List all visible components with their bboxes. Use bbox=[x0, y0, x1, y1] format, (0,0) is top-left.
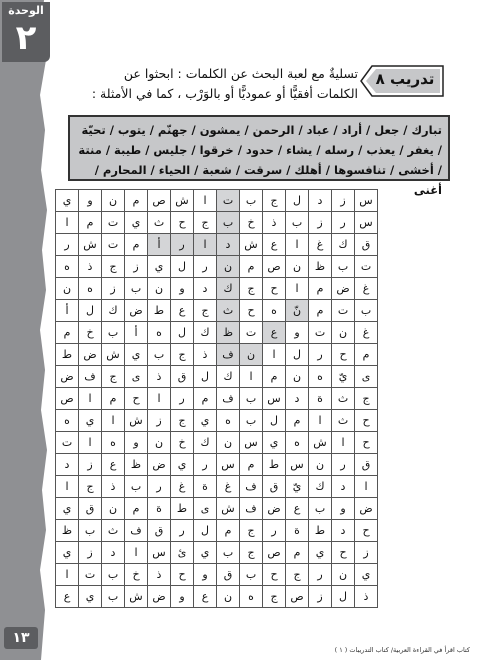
grid-cell[interactable]: نّ bbox=[286, 300, 309, 322]
grid-cell[interactable]: م bbox=[309, 278, 332, 300]
grid-cell[interactable]: ر bbox=[309, 344, 332, 366]
grid-cell[interactable]: ق bbox=[263, 476, 286, 498]
grid-cell[interactable]: د bbox=[309, 190, 332, 212]
grid-row bbox=[56, 476, 378, 498]
grid-cell[interactable]: ث bbox=[102, 520, 125, 542]
grid-cell[interactable]: ج bbox=[171, 410, 194, 432]
grid-row bbox=[56, 190, 378, 212]
grid-cell[interactable]: ت bbox=[240, 322, 263, 344]
grid-cell[interactable]: ج bbox=[240, 278, 263, 300]
grid-cell[interactable]: ر bbox=[148, 476, 171, 498]
grid-cell[interactable]: ح bbox=[332, 542, 355, 564]
grid-cell[interactable]: ط bbox=[148, 300, 171, 322]
grid-cell[interactable]: ا bbox=[56, 212, 79, 234]
grid-row bbox=[56, 520, 378, 542]
grid-cell[interactable]: م bbox=[286, 410, 309, 432]
grid-cell[interactable]: م bbox=[56, 322, 79, 344]
page-number: ١٣ bbox=[12, 630, 30, 646]
grid-cell[interactable]: ا bbox=[309, 410, 332, 432]
grid-cell[interactable]: ز bbox=[79, 542, 102, 564]
grid-cell[interactable]: ج bbox=[240, 520, 263, 542]
grid-cell[interactable]: ز bbox=[309, 586, 332, 608]
grid-cell[interactable]: ش bbox=[309, 432, 332, 454]
grid-cell[interactable]: م bbox=[355, 344, 378, 366]
grid-cell[interactable]: ن bbox=[217, 586, 240, 608]
grid-cell[interactable]: ج bbox=[102, 256, 125, 278]
grid-row bbox=[56, 410, 378, 432]
grid-cell[interactable]: يّ bbox=[332, 366, 355, 388]
grid-cell[interactable]: م bbox=[194, 388, 217, 410]
grid-cell[interactable]: د bbox=[332, 520, 355, 542]
grid-cell[interactable]: م bbox=[309, 300, 332, 322]
grid-cell[interactable]: ق bbox=[79, 498, 102, 520]
grid-cell[interactable]: ث bbox=[217, 300, 240, 322]
grid-cell[interactable]: ا bbox=[286, 278, 309, 300]
grid-cell[interactable]: ب bbox=[102, 322, 125, 344]
grid-cell[interactable]: ط bbox=[171, 498, 194, 520]
grid-cell[interactable]: ن bbox=[240, 344, 263, 366]
grid-cell[interactable]: ر bbox=[194, 256, 217, 278]
grid-cell[interactable]: د bbox=[194, 278, 217, 300]
grid-cell[interactable]: ا bbox=[263, 344, 286, 366]
torn-edge bbox=[38, 0, 50, 660]
grid-cell[interactable]: ي bbox=[79, 410, 102, 432]
grid-cell[interactable]: ي bbox=[194, 542, 217, 564]
grid-cell[interactable]: ه bbox=[148, 322, 171, 344]
grid-cell[interactable]: م bbox=[240, 256, 263, 278]
grid-cell[interactable]: ض bbox=[79, 344, 102, 366]
grid-cell[interactable]: خ bbox=[79, 322, 102, 344]
grid-cell[interactable]: ق bbox=[171, 366, 194, 388]
grid-cell[interactable]: ب bbox=[79, 520, 102, 542]
grid-cell[interactable]: ز bbox=[125, 256, 148, 278]
grid-cell[interactable]: ا bbox=[194, 190, 217, 212]
grid-cell[interactable]: ز bbox=[79, 454, 102, 476]
grid-cell[interactable]: ظ bbox=[56, 520, 79, 542]
grid-cell[interactable]: ت bbox=[355, 256, 378, 278]
grid-cell[interactable]: ب bbox=[355, 300, 378, 322]
grid-cell[interactable]: غ bbox=[171, 476, 194, 498]
grid-cell[interactable]: ذ bbox=[148, 564, 171, 586]
grid-cell[interactable]: ب bbox=[125, 278, 148, 300]
grid-cell[interactable]: ج bbox=[286, 564, 309, 586]
grid-cell[interactable]: ض bbox=[263, 498, 286, 520]
grid-cell[interactable]: ح bbox=[355, 432, 378, 454]
grid-cell[interactable]: ن bbox=[309, 454, 332, 476]
grid-cell[interactable]: ح bbox=[355, 410, 378, 432]
grid-cell[interactable]: ج bbox=[263, 190, 286, 212]
grid-cell[interactable]: يّ bbox=[286, 476, 309, 498]
grid-cell[interactable]: و bbox=[286, 322, 309, 344]
grid-cell[interactable]: و bbox=[125, 432, 148, 454]
grid-cell[interactable]: ش bbox=[125, 586, 148, 608]
grid-cell[interactable]: ت bbox=[102, 234, 125, 256]
grid-cell[interactable]: ر bbox=[309, 564, 332, 586]
grid-cell[interactable]: ل bbox=[79, 300, 102, 322]
grid-cell[interactable]: ر bbox=[263, 520, 286, 542]
grid-cell[interactable]: ي bbox=[125, 344, 148, 366]
grid-cell[interactable]: ز bbox=[102, 278, 125, 300]
grid-cell[interactable]: ب bbox=[332, 256, 355, 278]
grid-cell[interactable]: ط bbox=[56, 344, 79, 366]
grid-cell[interactable]: ل bbox=[194, 366, 217, 388]
grid-cell[interactable]: ب bbox=[148, 344, 171, 366]
grid-cell[interactable]: ص bbox=[148, 190, 171, 212]
grid-cell[interactable]: ج bbox=[171, 344, 194, 366]
grid-cell[interactable]: ح bbox=[263, 278, 286, 300]
grid-cell[interactable]: ف bbox=[79, 366, 102, 388]
grid-cell[interactable]: ك bbox=[217, 366, 240, 388]
grid-cell[interactable]: و bbox=[194, 564, 217, 586]
grid-row bbox=[56, 586, 378, 608]
grid-cell[interactable]: ذ bbox=[194, 344, 217, 366]
grid-cell[interactable]: ض bbox=[148, 586, 171, 608]
grid-cell[interactable]: ب bbox=[102, 586, 125, 608]
grid-cell[interactable]: ه bbox=[263, 300, 286, 322]
grid-cell[interactable]: ج bbox=[355, 388, 378, 410]
grid-cell[interactable]: ع bbox=[194, 586, 217, 608]
grid-cell[interactable]: غ bbox=[355, 322, 378, 344]
grid-cell[interactable]: ي bbox=[79, 586, 102, 608]
instructions: تسليةٌ مع لعبة البحث عن الكلمات : ابحثوا عن الكلمات أفقيًّا أو عموديًّا أو بالوَرْب ، كما في الأمثلة : bbox=[91, 66, 358, 101]
grid-cell[interactable]: ض bbox=[355, 498, 378, 520]
grid-cell[interactable]: س bbox=[148, 542, 171, 564]
grid-cell[interactable]: د bbox=[217, 234, 240, 256]
grid-cell[interactable]: ى bbox=[194, 498, 217, 520]
grid-cell[interactable]: ث bbox=[148, 212, 171, 234]
grid-cell[interactable]: غ bbox=[217, 476, 240, 498]
grid-cell[interactable]: ك bbox=[332, 234, 355, 256]
grid-cell[interactable]: ظ bbox=[217, 322, 240, 344]
grid-cell[interactable]: ي bbox=[263, 432, 286, 454]
grid-cell[interactable]: ذ bbox=[79, 256, 102, 278]
grid-cell[interactable]: م bbox=[217, 520, 240, 542]
grid-cell[interactable]: ن bbox=[217, 432, 240, 454]
exercise-label: تدريب ٨ bbox=[375, 70, 435, 88]
grid-cell[interactable]: ا bbox=[355, 476, 378, 498]
grid-cell[interactable]: ا bbox=[194, 234, 217, 256]
grid-cell[interactable]: و bbox=[332, 498, 355, 520]
grid-cell[interactable]: ث bbox=[332, 388, 355, 410]
grid-cell[interactable]: أ bbox=[56, 300, 79, 322]
grid-cell[interactable]: خ bbox=[125, 564, 148, 586]
grid-cell[interactable]: ئ bbox=[171, 542, 194, 564]
grid-cell[interactable]: غ bbox=[309, 234, 332, 256]
grid-cell[interactable]: ة bbox=[309, 388, 332, 410]
grid-cell[interactable]: ن bbox=[332, 564, 355, 586]
grid-cell[interactable]: ي bbox=[56, 498, 79, 520]
unit-label: الوحدة bbox=[8, 4, 44, 17]
grid-cell[interactable]: ي bbox=[56, 542, 79, 564]
grid-cell[interactable]: م bbox=[125, 190, 148, 212]
grid-cell[interactable]: ص bbox=[286, 586, 309, 608]
grid-cell[interactable]: ز bbox=[309, 212, 332, 234]
grid-cell[interactable]: س bbox=[355, 212, 378, 234]
grid-cell[interactable]: ه bbox=[56, 256, 79, 278]
grid-cell[interactable]: ا bbox=[148, 388, 171, 410]
grid-cell[interactable]: ض bbox=[332, 278, 355, 300]
grid-cell[interactable]: خ bbox=[171, 432, 194, 454]
grid-cell[interactable]: ش bbox=[240, 234, 263, 256]
grid-cell[interactable]: ح bbox=[355, 520, 378, 542]
grid-cell[interactable]: ح bbox=[171, 564, 194, 586]
grid-cell[interactable]: ه bbox=[102, 432, 125, 454]
grid-cell[interactable]: ق bbox=[355, 234, 378, 256]
grid-cell[interactable]: ة bbox=[194, 476, 217, 498]
grid-cell[interactable]: أ bbox=[148, 234, 171, 256]
grid-cell[interactable]: ي bbox=[171, 454, 194, 476]
grid-cell[interactable]: ه bbox=[286, 432, 309, 454]
grid-cell[interactable]: أ bbox=[125, 322, 148, 344]
grid-cell[interactable]: ه bbox=[79, 278, 102, 300]
grid-cell[interactable]: ل bbox=[194, 520, 217, 542]
sidebar-band bbox=[0, 0, 40, 660]
grid-cell[interactable]: ب bbox=[240, 564, 263, 586]
grid-cell[interactable]: ث bbox=[332, 410, 355, 432]
grid-cell[interactable]: ز bbox=[332, 190, 355, 212]
grid-cell[interactable]: ط bbox=[263, 454, 286, 476]
grid-cell[interactable]: ن bbox=[286, 366, 309, 388]
grid-cell[interactable]: ع bbox=[171, 300, 194, 322]
grid-row bbox=[56, 388, 378, 410]
grid-cell[interactable]: ف bbox=[125, 520, 148, 542]
grid-cell[interactable]: ر bbox=[332, 212, 355, 234]
grid-cell[interactable]: ل bbox=[286, 190, 309, 212]
grid-cell[interactable]: ج bbox=[102, 366, 125, 388]
grid-cell[interactable]: ع bbox=[286, 498, 309, 520]
grid-cell[interactable]: ي bbox=[148, 256, 171, 278]
grid-cell[interactable]: ذ bbox=[102, 476, 125, 498]
grid-cell[interactable]: س bbox=[263, 388, 286, 410]
grid-cell[interactable]: ش bbox=[171, 190, 194, 212]
word-list: تبارك / جعل / أراد / عباد / الرحمن / يمشون / جهنّم / يتوب / تحيّة / يغفر / يعذب / رسله / يشاء / حدود / خرقوا / جليس / طيبة / منتة / أخشى / تنافسوها / أهلك / سرقت / شعبة / الحياء / المحارم / أغنى bbox=[68, 115, 450, 181]
grid-cell[interactable]: ض bbox=[148, 454, 171, 476]
grid-cell[interactable]: ب bbox=[309, 498, 332, 520]
grid-cell[interactable]: ح bbox=[240, 300, 263, 322]
grid-cell[interactable]: ت bbox=[56, 432, 79, 454]
grid-cell[interactable]: و bbox=[171, 586, 194, 608]
grid-row bbox=[56, 366, 378, 388]
grid-cell[interactable]: ف bbox=[240, 476, 263, 498]
grid-cell[interactable]: ن bbox=[102, 498, 125, 520]
grid-row bbox=[56, 278, 378, 300]
grid-row bbox=[56, 564, 378, 586]
grid-cell[interactable]: ا bbox=[56, 476, 79, 498]
grid-row bbox=[56, 256, 378, 278]
unit-number: ٢ bbox=[15, 18, 37, 58]
grid-cell[interactable]: ج bbox=[194, 212, 217, 234]
grid-cell[interactable]: ك bbox=[102, 300, 125, 322]
grid-cell[interactable]: ز bbox=[355, 542, 378, 564]
grid-cell[interactable]: ت bbox=[332, 300, 355, 322]
grid-cell[interactable]: ك bbox=[217, 278, 240, 300]
grid-cell[interactable]: ب bbox=[240, 388, 263, 410]
grid-row bbox=[56, 300, 378, 322]
grid-cell[interactable]: ا bbox=[240, 366, 263, 388]
grid-cell[interactable]: ن bbox=[148, 432, 171, 454]
grid-cell[interactable]: ا bbox=[286, 234, 309, 256]
grid-row bbox=[56, 498, 378, 520]
grid-cell[interactable]: م bbox=[263, 366, 286, 388]
grid-cell[interactable]: ن bbox=[148, 278, 171, 300]
grid-cell[interactable]: و bbox=[171, 278, 194, 300]
grid-cell[interactable]: ج bbox=[263, 586, 286, 608]
grid-cell[interactable]: ذ bbox=[263, 212, 286, 234]
grid-cell[interactable]: د bbox=[286, 388, 309, 410]
grid-cell[interactable]: ح bbox=[263, 564, 286, 586]
grid-cell[interactable]: ي bbox=[355, 564, 378, 586]
grid-cell[interactable]: ي bbox=[194, 410, 217, 432]
grid-cell[interactable]: ز bbox=[148, 410, 171, 432]
grid-cell[interactable]: ح bbox=[125, 388, 148, 410]
grid-cell[interactable]: ف bbox=[217, 344, 240, 366]
grid-cell[interactable]: غ bbox=[355, 278, 378, 300]
grid-cell[interactable]: ت bbox=[102, 212, 125, 234]
grid-cell[interactable]: ق bbox=[217, 564, 240, 586]
word-search-grid bbox=[55, 189, 378, 608]
grid-cell[interactable]: ق bbox=[355, 454, 378, 476]
grid-cell[interactable]: ة bbox=[148, 498, 171, 520]
footer-text: كتاب اقرأ في القراءة العربية/ كتاب التدريبات ( ١ ) bbox=[334, 646, 470, 654]
grid-cell[interactable]: ل bbox=[171, 256, 194, 278]
grid-cell[interactable]: ح bbox=[332, 344, 355, 366]
grid-cell[interactable]: ع bbox=[263, 234, 286, 256]
grid-cell[interactable]: د bbox=[102, 542, 125, 564]
grid-cell[interactable]: ج bbox=[79, 476, 102, 498]
grid-cell[interactable]: ع bbox=[263, 322, 286, 344]
grid-cell[interactable]: ن bbox=[286, 256, 309, 278]
grid-cell[interactable]: ل bbox=[332, 586, 355, 608]
grid-cell[interactable]: ك bbox=[194, 432, 217, 454]
grid-cell[interactable]: م bbox=[286, 542, 309, 564]
grid-cell[interactable]: ظ bbox=[125, 454, 148, 476]
grid-cell[interactable]: ح bbox=[171, 212, 194, 234]
grid-cell[interactable]: ن bbox=[332, 322, 355, 344]
grid-cell[interactable]: ي bbox=[56, 190, 79, 212]
grid-cell[interactable]: ق bbox=[148, 520, 171, 542]
grid-cell[interactable]: م bbox=[240, 454, 263, 476]
grid-cell[interactable]: ب bbox=[102, 564, 125, 586]
grid-cell[interactable]: د bbox=[332, 476, 355, 498]
grid-cell[interactable]: س bbox=[217, 454, 240, 476]
grid-cell[interactable]: ر bbox=[56, 234, 79, 256]
grid-cell[interactable]: ب bbox=[125, 476, 148, 498]
grid-cell[interactable]: ل bbox=[263, 410, 286, 432]
grid-cell[interactable]: ب bbox=[217, 542, 240, 564]
grid-cell[interactable]: ش bbox=[217, 498, 240, 520]
grid-cell[interactable]: و bbox=[79, 190, 102, 212]
grid-cell[interactable]: م bbox=[102, 388, 125, 410]
grid-row bbox=[56, 454, 378, 476]
grid-cell[interactable]: ض bbox=[125, 300, 148, 322]
grid-cell[interactable]: ي bbox=[125, 212, 148, 234]
grid-cell[interactable]: ر bbox=[171, 234, 194, 256]
grid-row bbox=[56, 344, 378, 366]
grid-cell[interactable]: ك bbox=[309, 476, 332, 498]
grid-row bbox=[56, 234, 378, 256]
grid-cell[interactable]: ص bbox=[56, 388, 79, 410]
grid-cell[interactable]: ا bbox=[102, 410, 125, 432]
grid-cell[interactable]: ف bbox=[240, 498, 263, 520]
grid-cell[interactable]: ر bbox=[194, 454, 217, 476]
grid-cell[interactable]: ط bbox=[309, 520, 332, 542]
grid-cell[interactable]: ا bbox=[79, 388, 102, 410]
grid-cell[interactable]: ت bbox=[79, 564, 102, 586]
grid-cell[interactable]: ن bbox=[217, 256, 240, 278]
grid-cell[interactable]: ع bbox=[56, 586, 79, 608]
grid-cell[interactable]: ظ bbox=[309, 256, 332, 278]
grid-cell[interactable]: ر bbox=[171, 520, 194, 542]
grid-cell[interactable]: ج bbox=[240, 542, 263, 564]
grid-cell[interactable]: ض bbox=[56, 366, 79, 388]
grid-cell[interactable]: ش bbox=[125, 410, 148, 432]
grid-cell[interactable]: ت bbox=[309, 322, 332, 344]
grid-cell[interactable]: ه bbox=[56, 410, 79, 432]
grid-cell[interactable]: ت bbox=[217, 190, 240, 212]
grid-cell[interactable]: ب bbox=[286, 212, 309, 234]
grid-cell[interactable]: ن bbox=[56, 278, 79, 300]
grid-row bbox=[56, 542, 378, 564]
grid-cell[interactable]: ب bbox=[240, 190, 263, 212]
grid-cell[interactable]: م bbox=[79, 212, 102, 234]
grid-row bbox=[56, 212, 378, 234]
grid-cell[interactable]: ذ bbox=[355, 586, 378, 608]
grid-cell[interactable]: د bbox=[56, 454, 79, 476]
grid-cell[interactable]: خ bbox=[240, 212, 263, 234]
grid-cell[interactable]: ه bbox=[240, 586, 263, 608]
grid-cell[interactable]: ك bbox=[194, 322, 217, 344]
grid-row bbox=[56, 322, 378, 344]
grid-cell[interactable]: س bbox=[286, 454, 309, 476]
grid-cell[interactable]: ا bbox=[56, 564, 79, 586]
grid-cell[interactable]: ش bbox=[102, 344, 125, 366]
grid-cell[interactable]: م bbox=[125, 498, 148, 520]
grid-cell[interactable]: ص bbox=[263, 256, 286, 278]
grid-cell[interactable]: ل bbox=[286, 344, 309, 366]
grid-cell[interactable]: ن bbox=[102, 190, 125, 212]
grid-cell[interactable]: ش bbox=[79, 234, 102, 256]
grid-cell[interactable]: ر bbox=[332, 454, 355, 476]
grid-row bbox=[56, 432, 378, 454]
grid-cell[interactable]: ج bbox=[194, 300, 217, 322]
grid-cell[interactable]: ب bbox=[240, 410, 263, 432]
grid-cell[interactable]: س bbox=[240, 432, 263, 454]
grid-cell[interactable]: ر bbox=[171, 388, 194, 410]
grid-cell[interactable]: ف bbox=[217, 388, 240, 410]
grid-cell[interactable]: ا bbox=[125, 542, 148, 564]
grid-cell[interactable]: ى bbox=[355, 366, 378, 388]
grid-cell[interactable]: ب bbox=[217, 212, 240, 234]
grid-cell[interactable]: م bbox=[125, 234, 148, 256]
grid-cell[interactable]: س bbox=[355, 190, 378, 212]
grid-cell[interactable]: ه bbox=[217, 410, 240, 432]
grid-cell[interactable]: ع bbox=[102, 454, 125, 476]
grid-cell[interactable]: ه bbox=[309, 366, 332, 388]
grid-cell[interactable]: ة bbox=[286, 520, 309, 542]
grid-cell[interactable]: ا bbox=[79, 432, 102, 454]
grid-cell[interactable]: ل bbox=[171, 322, 194, 344]
grid-cell[interactable]: ي bbox=[309, 542, 332, 564]
grid-cell[interactable]: ا bbox=[332, 432, 355, 454]
grid-cell[interactable]: ى bbox=[125, 366, 148, 388]
grid-cell[interactable]: ص bbox=[263, 542, 286, 564]
grid-cell[interactable]: ذ bbox=[148, 366, 171, 388]
